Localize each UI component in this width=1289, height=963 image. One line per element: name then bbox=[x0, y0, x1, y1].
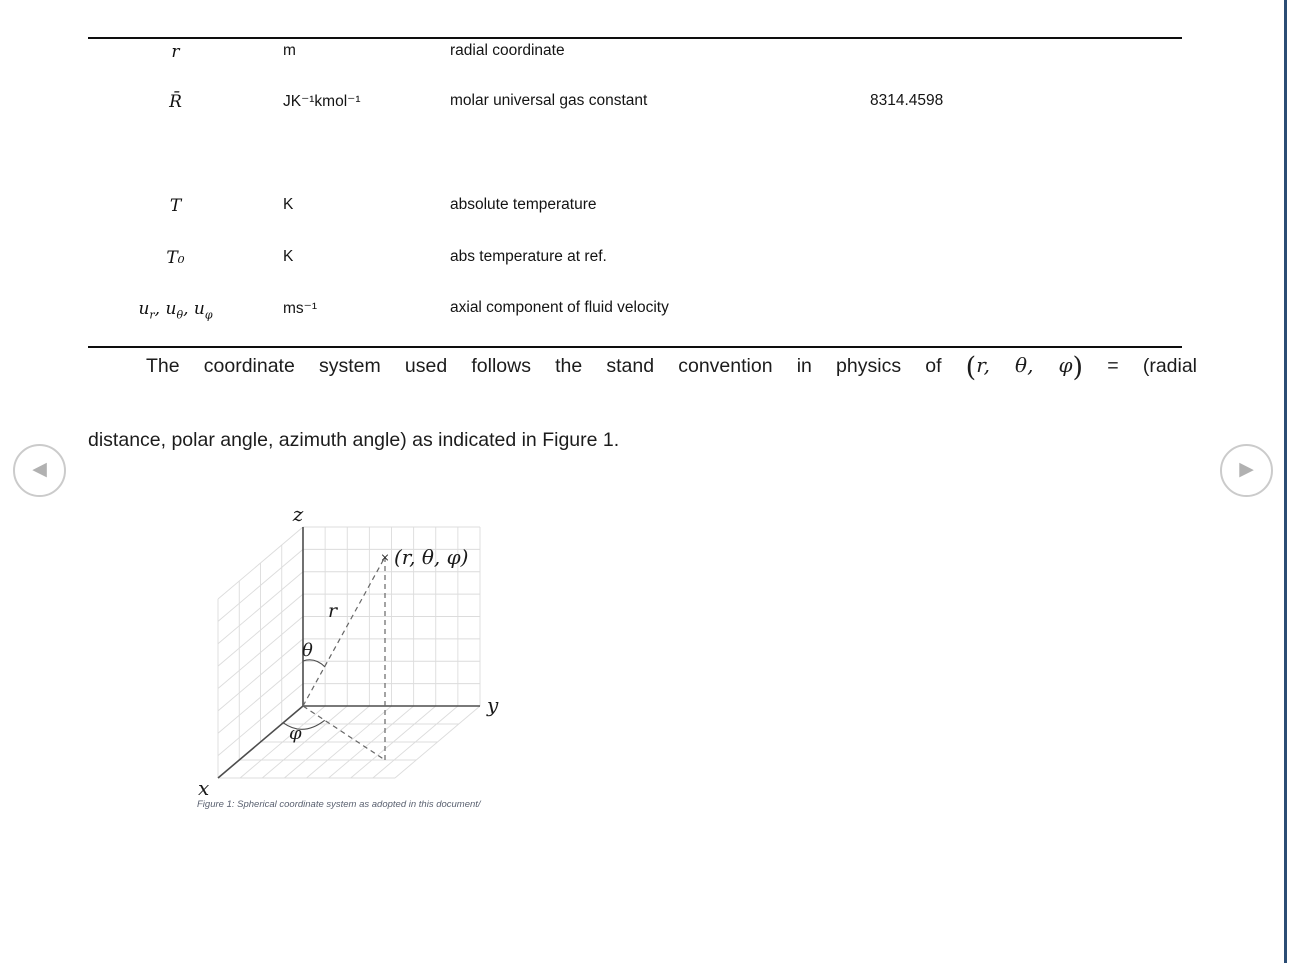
description-cell: axial component of fluid velocity bbox=[450, 299, 669, 316]
z-axis-label: z bbox=[292, 503, 304, 526]
window-right-edge bbox=[1284, 0, 1287, 963]
spherical-coordinate-diagram bbox=[192, 503, 512, 803]
x-axis-label: x bbox=[198, 776, 210, 800]
description-cell: abs temperature at ref. bbox=[450, 248, 607, 265]
description-cell: radial coordinate bbox=[450, 42, 565, 59]
table-row bbox=[88, 196, 1198, 220]
table-row bbox=[88, 248, 1198, 272]
units-cell: ms⁻¹ bbox=[283, 300, 318, 317]
value-cell: 8314.4598 bbox=[870, 92, 944, 109]
arrow-left-icon: ◀ bbox=[32, 459, 47, 480]
phi-label: φ bbox=[289, 723, 302, 744]
math-equals: = bbox=[1107, 355, 1119, 377]
symbol-cell: T₀ bbox=[166, 248, 185, 268]
symbol-cell: r bbox=[171, 42, 180, 62]
symbol-cell: $u_r$, $u_\theta$, $u_\varphi$ bbox=[138, 299, 213, 322]
table-row bbox=[88, 42, 1198, 66]
radius-label: r bbox=[328, 600, 338, 622]
math-close-paren: ) bbox=[1072, 352, 1084, 383]
paragraph-line-2: distance, polar angle, azimuth angle) as indicated in Figure 1. bbox=[88, 429, 620, 451]
paragraph-text: The coordinate system used follows the stand convention in physics of bbox=[146, 355, 942, 377]
point-marker: × bbox=[380, 551, 390, 564]
previous-page-button[interactable] bbox=[13, 444, 66, 497]
symbol-cell: R̄ bbox=[169, 92, 182, 112]
description-cell: absolute temperature bbox=[450, 196, 597, 213]
next-page-button[interactable] bbox=[1220, 444, 1273, 497]
construction-lines bbox=[303, 557, 385, 760]
theta-label: θ bbox=[302, 640, 313, 661]
math-inline: r, θ, φ bbox=[976, 353, 1073, 377]
arrow-right-icon: ▶ bbox=[1239, 459, 1254, 480]
symbol-cell: T bbox=[169, 196, 182, 216]
units-cell: K bbox=[283, 248, 294, 265]
table-bottom-rule bbox=[88, 346, 1182, 348]
paragraph-text: (radial bbox=[1142, 355, 1198, 377]
table-row bbox=[88, 92, 1198, 116]
figure-spherical-coordinates bbox=[192, 503, 512, 803]
description-cell: molar universal gas constant bbox=[450, 92, 648, 109]
figure-caption: Figure 1: Spherical coordinate system as adopted in this document/ bbox=[197, 799, 481, 810]
point-label: (r, θ, φ) bbox=[394, 545, 469, 569]
paragraph-line-1 bbox=[146, 352, 1197, 383]
table-top-rule bbox=[88, 37, 1182, 39]
math-open-paren: ( bbox=[965, 352, 977, 383]
y-axis-label: y bbox=[487, 693, 499, 717]
units-cell: m bbox=[283, 42, 296, 59]
table-row bbox=[88, 299, 1198, 323]
units-cell: JK⁻¹kmol⁻¹ bbox=[283, 93, 361, 110]
units-cell: K bbox=[283, 196, 294, 213]
